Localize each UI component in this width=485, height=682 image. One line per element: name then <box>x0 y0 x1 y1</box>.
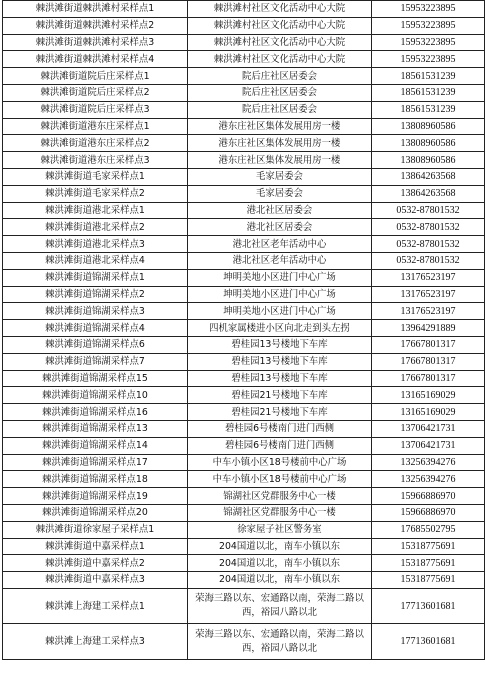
site-name-cell: 棘洪滩街道棘洪滩村采样点3 <box>3 34 188 51</box>
location-cell: 中车小镇小区18号楼前中心广场 <box>188 454 372 471</box>
table-row <box>3 370 485 387</box>
table-row <box>3 387 485 404</box>
phone-cell: 15953223895 <box>372 17 485 34</box>
location-cell: 荣海三路以东、宏通路以南，荣海二路以西，裕园八路以北 <box>188 624 372 660</box>
phone-cell: 17667801317 <box>372 336 485 353</box>
table-row <box>3 286 485 303</box>
table-row <box>3 336 485 353</box>
table-row <box>3 236 485 253</box>
table-row <box>3 555 485 572</box>
location-cell: 港东庄社区集体发展用房一楼 <box>188 152 372 169</box>
site-name-cell: 棘洪滩街道锦湖采样点13 <box>3 420 188 437</box>
table-row <box>3 303 485 320</box>
location-cell: 锦湖社区党群服务中心一楼 <box>188 504 372 521</box>
site-name-cell: 棘洪滩街道港北采样点3 <box>3 236 188 253</box>
site-name-cell: 棘洪滩街道港东庄采样点3 <box>3 152 188 169</box>
phone-cell: 13165169029 <box>372 387 485 404</box>
location-cell: 204国道以北，南车小镇以东 <box>188 555 372 572</box>
phone-cell: 13864263568 <box>372 168 485 185</box>
location-cell: 碧桂园21号楼地下车库 <box>188 387 372 404</box>
table-row <box>3 572 485 589</box>
location-cell: 院后庄社区居委会 <box>188 84 372 101</box>
phone-cell: 18561531239 <box>372 101 485 118</box>
site-name-cell: 棘洪滩街道中嘉采样点1 <box>3 538 188 555</box>
table-row <box>3 152 485 169</box>
location-cell: 徐家屋子社区警务室 <box>188 521 372 538</box>
phone-cell: 13864263568 <box>372 185 485 202</box>
location-cell: 棘洪滩村社区文化活动中心大院 <box>188 51 372 68</box>
location-cell: 碧桂园13号楼地下车库 <box>188 353 372 370</box>
phone-cell: 13964291889 <box>372 320 485 337</box>
site-name-cell: 棘洪滩街道锦湖采样点17 <box>3 454 188 471</box>
location-cell: 院后庄社区居委会 <box>188 68 372 85</box>
phone-cell: 15966886970 <box>372 488 485 505</box>
site-name-cell: 棘洪滩街道锦湖采样点4 <box>3 320 188 337</box>
table-row <box>3 84 485 101</box>
site-name-cell: 棘洪滩街道棘洪滩村采样点1 <box>3 1 188 18</box>
phone-cell: 15318775691 <box>372 555 485 572</box>
table-row <box>3 404 485 421</box>
site-name-cell: 棘洪滩街道锦湖采样点1 <box>3 269 188 286</box>
location-cell: 港东庄社区集体发展用房一楼 <box>188 135 372 152</box>
site-name-cell: 棘洪滩街道院后庄采样点3 <box>3 101 188 118</box>
location-cell: 中车小镇小区18号楼前中心广场 <box>188 471 372 488</box>
phone-cell: 13256394276 <box>372 471 485 488</box>
phone-cell: 15318775691 <box>372 538 485 555</box>
table-row <box>3 185 485 202</box>
phone-cell: 15953223895 <box>372 1 485 18</box>
phone-cell: 17685502795 <box>372 521 485 538</box>
site-name-cell: 棘洪滩街道锦湖采样点7 <box>3 353 188 370</box>
location-cell: 碧桂园6号楼南门进门西侧 <box>188 437 372 454</box>
site-name-cell: 棘洪滩街道棘洪滩村采样点2 <box>3 17 188 34</box>
phone-cell: 13165169029 <box>372 404 485 421</box>
document-page <box>2 0 483 682</box>
site-name-cell: 棘洪滩街道锦湖采样点18 <box>3 471 188 488</box>
table-row <box>3 17 485 34</box>
table-row <box>3 1 485 18</box>
phone-cell: 17713601681 <box>372 588 485 624</box>
table-row <box>3 51 485 68</box>
phone-cell: 13176523197 <box>372 269 485 286</box>
phone-cell: 0532-87801532 <box>372 236 485 253</box>
phone-cell: 15953223895 <box>372 34 485 51</box>
location-cell: 坤明美地小区进门中心广场 <box>188 303 372 320</box>
table-row <box>3 624 485 660</box>
location-cell: 204国道以北，南车小镇以东 <box>188 572 372 589</box>
site-name-cell: 棘洪滩街道毛家采样点2 <box>3 185 188 202</box>
site-name-cell: 棘洪滩街道锦湖采样点14 <box>3 437 188 454</box>
table-row <box>3 135 485 152</box>
location-cell: 毛家居委会 <box>188 185 372 202</box>
site-name-cell: 棘洪滩街道锦湖采样点6 <box>3 336 188 353</box>
sampling-sites-table <box>2 0 485 660</box>
location-cell: 四机家属楼进小区向北走到头左拐 <box>188 320 372 337</box>
location-cell: 港北社区居委会 <box>188 219 372 236</box>
table-row <box>3 34 485 51</box>
table-row <box>3 454 485 471</box>
location-cell: 毛家居委会 <box>188 168 372 185</box>
phone-cell: 13176523197 <box>372 303 485 320</box>
phone-cell: 13706421731 <box>372 437 485 454</box>
table-row <box>3 202 485 219</box>
table-row <box>3 118 485 135</box>
phone-cell: 18561531239 <box>372 84 485 101</box>
table-row <box>3 101 485 118</box>
site-name-cell: 棘洪滩街道徐家屋子采样点1 <box>3 521 188 538</box>
location-cell: 坤明美地小区进门中心广场 <box>188 286 372 303</box>
table-row <box>3 219 485 236</box>
table-row <box>3 588 485 624</box>
table-row <box>3 538 485 555</box>
location-cell: 棘洪滩村社区文化活动中心大院 <box>188 17 372 34</box>
site-name-cell: 棘洪滩上海建工采样点1 <box>3 588 188 624</box>
table-row <box>3 437 485 454</box>
location-cell: 碧桂园21号楼地下车库 <box>188 404 372 421</box>
site-name-cell: 棘洪滩街道中嘉采样点3 <box>3 572 188 589</box>
table-row <box>3 504 485 521</box>
location-cell: 碧桂园6号楼南门进门西侧 <box>188 420 372 437</box>
phone-cell: 15953223895 <box>372 51 485 68</box>
phone-cell: 13808960586 <box>372 152 485 169</box>
phone-cell: 13176523197 <box>372 286 485 303</box>
phone-cell: 13808960586 <box>372 135 485 152</box>
table-row <box>3 353 485 370</box>
phone-cell: 17667801317 <box>372 370 485 387</box>
phone-cell: 15966886970 <box>372 504 485 521</box>
location-cell: 荣海三路以东、宏通路以南，荣海二路以西，裕园八路以北 <box>188 588 372 624</box>
site-name-cell: 棘洪滩街道棘洪滩村采样点4 <box>3 51 188 68</box>
site-name-cell: 棘洪滩街道锦湖采样点10 <box>3 387 188 404</box>
location-cell: 碧桂园13号楼地下车库 <box>188 336 372 353</box>
table-row <box>3 252 485 269</box>
site-name-cell: 棘洪滩街道中嘉采样点2 <box>3 555 188 572</box>
site-name-cell: 棘洪滩街道毛家采样点1 <box>3 168 188 185</box>
table-row <box>3 168 485 185</box>
site-name-cell: 棘洪滩街道港北采样点1 <box>3 202 188 219</box>
location-cell: 院后庄社区居委会 <box>188 101 372 118</box>
site-name-cell: 棘洪滩街道港东庄采样点2 <box>3 135 188 152</box>
location-cell: 港北社区居委会 <box>188 202 372 219</box>
location-cell: 棘洪滩村社区文化活动中心大院 <box>188 34 372 51</box>
location-cell: 棘洪滩村社区文化活动中心大院 <box>188 1 372 18</box>
location-cell: 锦湖社区党群服务中心一楼 <box>188 488 372 505</box>
site-name-cell: 棘洪滩街道港北采样点2 <box>3 219 188 236</box>
site-name-cell: 棘洪滩街道院后庄采样点1 <box>3 68 188 85</box>
phone-cell: 15318775691 <box>372 572 485 589</box>
location-cell: 204国道以北，南车小镇以东 <box>188 538 372 555</box>
location-cell: 港北社区老年活动中心 <box>188 236 372 253</box>
site-name-cell: 棘洪滩街道港东庄采样点1 <box>3 118 188 135</box>
site-name-cell: 棘洪滩街道锦湖采样点15 <box>3 370 188 387</box>
phone-cell: 13706421731 <box>372 420 485 437</box>
table-row <box>3 269 485 286</box>
location-cell: 碧桂园13号楼地下车库 <box>188 370 372 387</box>
table-row <box>3 521 485 538</box>
phone-cell: 13256394276 <box>372 454 485 471</box>
table-row <box>3 488 485 505</box>
site-name-cell: 棘洪滩上海建工采样点3 <box>3 624 188 660</box>
phone-cell: 0532-87801532 <box>372 219 485 236</box>
location-cell: 坤明美地小区进门中心广场 <box>188 269 372 286</box>
phone-cell: 18561531239 <box>372 68 485 85</box>
phone-cell: 17667801317 <box>372 353 485 370</box>
site-name-cell: 棘洪滩街道锦湖采样点3 <box>3 303 188 320</box>
table-row <box>3 68 485 85</box>
table-body <box>3 1 485 660</box>
site-name-cell: 棘洪滩街道院后庄采样点2 <box>3 84 188 101</box>
phone-cell: 0532-87801532 <box>372 202 485 219</box>
phone-cell: 17713601681 <box>372 624 485 660</box>
table-row <box>3 320 485 337</box>
table-row <box>3 471 485 488</box>
site-name-cell: 棘洪滩街道锦湖采样点16 <box>3 404 188 421</box>
phone-cell: 0532-87801532 <box>372 252 485 269</box>
site-name-cell: 棘洪滩街道锦湖采样点2 <box>3 286 188 303</box>
phone-cell: 13808960586 <box>372 118 485 135</box>
site-name-cell: 棘洪滩街道锦湖采样点20 <box>3 504 188 521</box>
site-name-cell: 棘洪滩街道港北采样点4 <box>3 252 188 269</box>
location-cell: 港北社区老年活动中心 <box>188 252 372 269</box>
location-cell: 港东庄社区集体发展用房一楼 <box>188 118 372 135</box>
table-row <box>3 420 485 437</box>
site-name-cell: 棘洪滩街道锦湖采样点19 <box>3 488 188 505</box>
